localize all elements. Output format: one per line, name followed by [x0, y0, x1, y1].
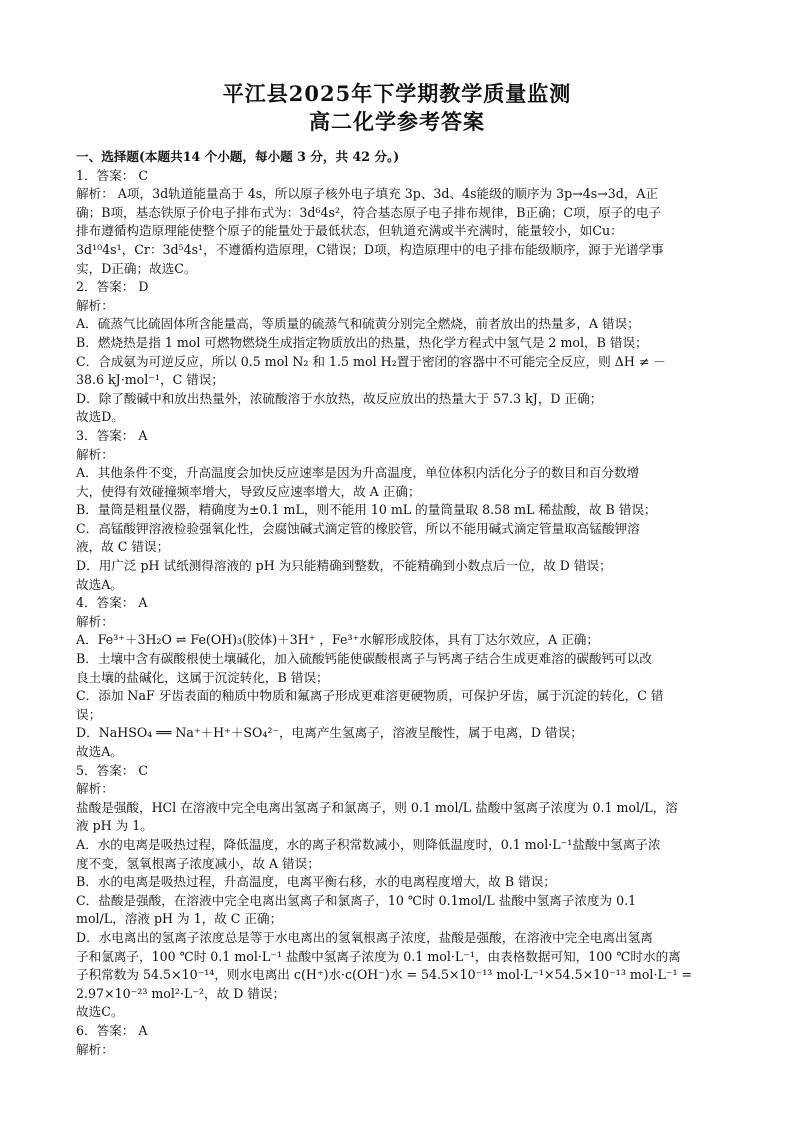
text-line: A．Fe³⁺＋3H₂O ⇌ Fe(OH)₃(胶体)＋3H⁺ ，Fe³⁺水解形成胶体，具有丁达尔效应，A 正确；	[76, 632, 599, 648]
text-line: C．盐酸是强酸，在溶液中完全电离出氢离子和氯离子，10 ℃时 0.1mol/L 盐酸中氢离子浓度为 0.1	[76, 892, 637, 908]
text-line: D．NaHSO₄ ══ Na⁺＋H⁺＋SO₄²⁻，电离产生氢离子，溶液呈酸性，属于电离，D 错误；	[76, 725, 583, 741]
text-line: D．除了酸碱中和放出热量外，浓硫酸溶于水放热，故反应放出的热量大于 57.3 kJ，D 正确；	[76, 390, 603, 406]
text-line: 大，使得有效碰撞频率增大，导致反应速率增大，故 A 正确；	[76, 483, 421, 499]
text-line: 子积常数为 54.5×10⁻¹⁴，则水电离出 c(H⁺)水·c(OH⁻)水 = 54.5×10⁻¹³ mol·L⁻¹×54.5×10⁻¹³ mol·L⁻¹ =	[76, 967, 693, 983]
text-line: D．水电离出的氢离子浓度总是等于水电离出的氢氧根离子浓度，盐酸是强酸，在溶液中完全电离出氢离	[76, 929, 653, 945]
section-heading: 一、选择题(本题共14 个小题，每小题 3 分，共 42 分。)	[76, 149, 400, 164]
text-line: 解析：	[76, 613, 114, 629]
text-line: C．合成氨为可逆反应，所以 0.5 mol N₂ 和 1.5 mol H₂置于密闭的容器中不可能完全反应，则 ΔH ≠ －	[76, 353, 666, 369]
text-line: D．用广泛 pH 试纸测得溶液的 pH 为只能精确到整数，不能精确到小数点后一位，故 D 错误；	[76, 558, 612, 574]
text-line: 故选C。	[76, 1004, 124, 1020]
text-line: 误；	[76, 706, 102, 722]
text-line: B．土壤中含有碳酸根使土壤碱化，加入硫酸钙能使碳酸根离子与钙离子结合生成更难溶的碳酸钙可以改	[76, 651, 652, 667]
text-line: 5．答案： C	[76, 762, 149, 778]
answer-body	[76, 148, 726, 1059]
text-line: 解析：	[76, 1041, 114, 1057]
text-line: 盐酸是强酸，HCl 在溶液中完全电离出氢离子和氯离子，则 0.1 mol/L 盐酸中氢离子浓度为 0.1 mol/L，溶	[76, 799, 678, 815]
text-line: 排布遵循构造原理能使整个原子的能量处于最低状态，但轨道充满或半充满时，能量较小，如Cu：	[76, 223, 623, 239]
text-line: 故选A。	[76, 744, 123, 759]
text-line: mol/L，溶液 pH 为 1，故 C 正确；	[76, 911, 283, 927]
text-line: 液，故 C 错误；	[76, 539, 170, 555]
text-line: A．硫蒸气比硫固体所含能量高，等质量的硫蒸气和硫黄分别完全燃烧，前者放出的热量多，A 错误；	[76, 316, 640, 332]
text-line: 确；B项，基态铁原子价电子排布式为：3d⁶4s²，符合基态原子电子排布规律，B正确；C项，原子的电子	[76, 204, 662, 220]
text-line: 4．答案： A	[76, 595, 148, 611]
text-line: 子和氯离子，100 ℃时 0.1 mol·L⁻¹ 盐酸中氢离子浓度为 0.1 mol·L⁻¹，由表格数据可知，100 ℃时水的离	[76, 948, 681, 964]
text-line: 解析： A项，3d轨道能量高于 4s，所以原子核外电子填充 3p、3d、4s能级的顺序为 3p→4s→3d，A正	[76, 186, 659, 202]
text-line: 解析：	[76, 446, 114, 462]
document-subtitle: 高二化学参考答案	[309, 109, 485, 134]
text-line: 实，D正确；故选C。	[76, 260, 197, 276]
text-line: 6．答案： A	[76, 1022, 148, 1038]
text-line: B．水的电离是吸热过程，升高温度，电离平衡右移，水的电离程度增大，故 B 错误；	[76, 874, 556, 890]
text-line: C．高锰酸钾溶液检验强氧化性，会腐蚀碱式滴定管的橡胶管，所以不能用碱式滴定管量取高锰酸钾溶	[76, 520, 640, 536]
text-line: 良土壤的盐碱化，这属于沉淀转化，B 错误；	[76, 669, 329, 685]
text-line: 解析：	[76, 297, 114, 313]
text-line: 度不变，氢氧根离子浓度减小，故 A 错误；	[76, 855, 320, 871]
text-line: 2.97×10⁻²³ mol²·L⁻²，故 D 错误；	[76, 985, 286, 1001]
text-line: 3．答案： A	[76, 427, 148, 443]
text-line: 1．答案： C	[76, 167, 149, 183]
text-line: 2．答案： D	[76, 279, 149, 295]
text-line: 3d¹⁰4s¹，Cr：3d⁵4s¹，不遵循构造原理，C错误；D项，构造原理中的电子排布能级顺序，源于光谱学事	[76, 241, 664, 257]
text-line: A．其他条件不变，升高温度会加快反应速率是因为升高温度，单位体积内活化分子的数目和百分数增	[76, 465, 640, 481]
text-line: A．水的电离是吸热过程，降低温度，水的离子积常数减小，则降低温度时，0.1 mol·L⁻¹盐酸中氢离子浓	[76, 836, 661, 852]
text-line: B．量筒是粗量仪器，精确度为±0.1 mL，则不能用 10 mL 的量筒量取 8.58 mL 稀盐酸，故 B 错误；	[76, 502, 657, 518]
text-line: 液 pH 为 1。	[76, 818, 153, 834]
text-line: C．添加 NaF 牙齿表面的釉质中物质和氟离子形成更难溶更硬物质，可保护牙齿，属于沉淀的转化，C 错	[76, 688, 664, 704]
text-line: 解析：	[76, 781, 114, 797]
text-line: B．燃烧热是指 1 mol 可燃物燃烧生成指定物质放出的热量，热化学方程式中氢气是 2 mol，B 错误；	[76, 334, 648, 350]
text-line: 故选D。	[76, 409, 124, 425]
document-title: 平江县2025年下学期教学质量监测	[222, 81, 572, 106]
text-line: 故选A。	[76, 576, 123, 592]
text-line: 38.6 kJ·mol⁻¹，C 错误；	[76, 372, 224, 388]
